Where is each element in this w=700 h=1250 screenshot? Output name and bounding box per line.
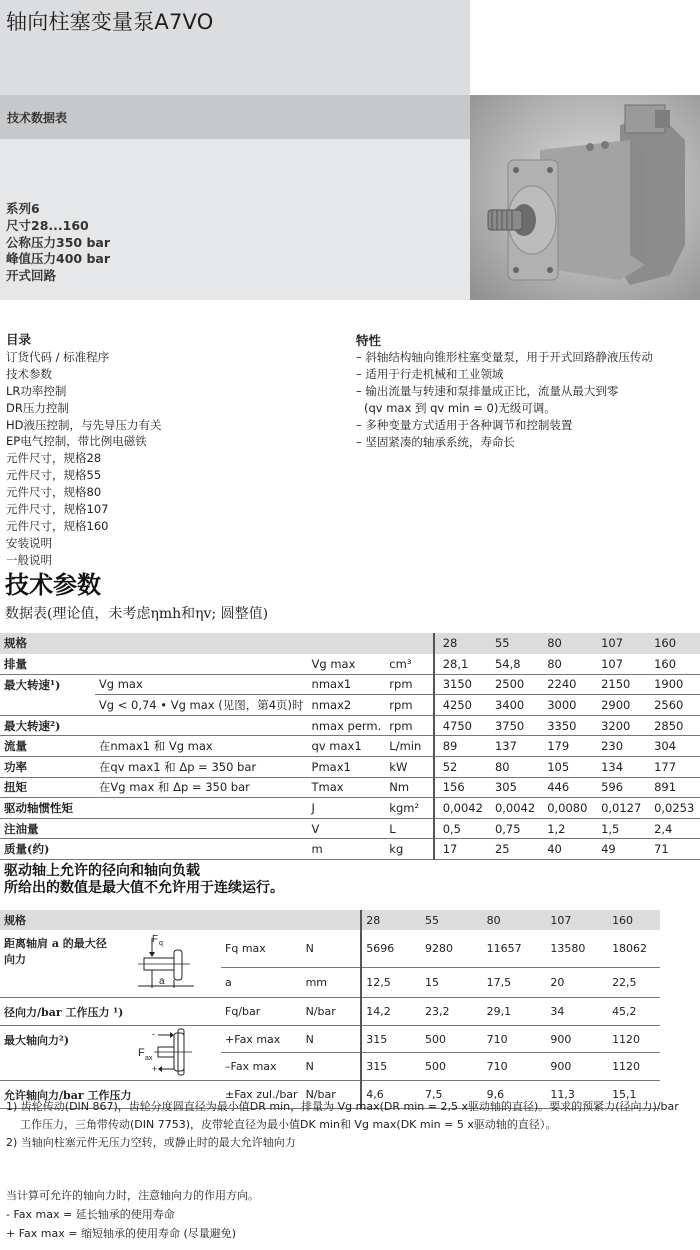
- row-unit: N: [302, 1026, 362, 1053]
- table-row: [0, 818, 700, 839]
- row-label: 排量: [0, 654, 95, 675]
- cell: 3200: [593, 715, 646, 736]
- cell: 0,0042: [487, 798, 539, 819]
- cell: 18062: [608, 930, 660, 968]
- row-unit: kg: [385, 839, 433, 860]
- row-condition: Vg < 0,74 • Vg max (见图，第4页)时: [95, 695, 308, 716]
- row-unit: rpm: [385, 674, 433, 695]
- row-label: 功率: [0, 757, 95, 778]
- toc-item[interactable]: 一般说明: [6, 552, 52, 567]
- cell: 305: [487, 777, 539, 798]
- title-area: [0, 0, 470, 95]
- cell: 4250: [434, 695, 487, 716]
- cell: 80: [539, 654, 593, 675]
- datasheet-band: [0, 95, 470, 139]
- cell: 596: [593, 777, 646, 798]
- cell: 1120: [608, 1026, 660, 1053]
- cell: 29,1: [483, 998, 547, 1026]
- toc-item[interactable]: 技术参数: [6, 366, 52, 381]
- row-unit: kgm²: [385, 798, 433, 819]
- section-subtitle: 数据表(理论值，未考虑ηmh和ηv; 圆整值): [5, 606, 269, 622]
- cell: 49: [593, 839, 646, 860]
- cell: 45,2: [608, 998, 660, 1026]
- cell: 80: [487, 757, 539, 778]
- spec-peak-pressure: 峰值压力400 bar: [6, 251, 110, 267]
- row-symbol: nmax1: [308, 674, 386, 695]
- cell: 446: [539, 777, 593, 798]
- row-label: 距离轴肩 a 的最大径向力: [0, 930, 117, 998]
- row-label: 注油量: [0, 818, 95, 839]
- feature-item-continuation: (qv max 到 qv min = 0)无级可调。: [364, 401, 556, 415]
- cell: 7,5: [421, 1081, 483, 1109]
- size-28: 28: [434, 633, 487, 654]
- toc-item[interactable]: 元件尺寸，规格55: [6, 468, 102, 483]
- table-row: [0, 998, 660, 1026]
- technical-data-table: [0, 633, 700, 860]
- note-intro: 当计算可允许的轴向力时，注意轴向力的作用方向。: [6, 1189, 259, 1202]
- cell: 107: [593, 654, 646, 675]
- toc-item[interactable]: DR压力控制: [6, 400, 69, 415]
- feature-item: – 坚固紧凑的轴承系统，寿命长: [356, 435, 515, 449]
- cell: 500: [421, 1053, 483, 1081]
- row-label: 驱动轴惯性矩: [0, 798, 95, 819]
- radial-force-diagram: [117, 930, 221, 998]
- svg-text:+: +: [152, 1063, 158, 1074]
- row-unit: L/min: [385, 736, 433, 757]
- cell: 9,6: [483, 1081, 547, 1109]
- table-row: [0, 777, 700, 798]
- cell: 105: [539, 757, 593, 778]
- svg-text:F: F: [138, 1046, 145, 1059]
- row-unit: kW: [385, 757, 433, 778]
- cell: 0,0127: [593, 798, 646, 819]
- row-unit: Nm: [385, 777, 433, 798]
- cell: 34: [546, 998, 608, 1026]
- spec-sizes: 尺寸28...160: [6, 217, 89, 233]
- size-80: 80: [483, 910, 547, 930]
- row-unit: L: [385, 818, 433, 839]
- feature-item: – 适用于行走机械和工业领域: [356, 367, 504, 381]
- cell: 230: [593, 736, 646, 757]
- cell: 17,5: [483, 968, 547, 998]
- row-symbol: nmax perm.: [308, 715, 386, 736]
- cell: 1,5: [593, 818, 646, 839]
- cell: 40: [539, 839, 593, 860]
- size-160: 160: [646, 633, 700, 654]
- table-row: [0, 798, 700, 819]
- row-unit: cm³: [385, 654, 433, 675]
- toc-item[interactable]: LR功率控制: [6, 383, 67, 398]
- cell: 156: [434, 777, 487, 798]
- row-label: 径向力/bar 工作压力 ¹): [0, 998, 221, 1026]
- cell: 0,75: [487, 818, 539, 839]
- table-row: [0, 736, 700, 757]
- row-symbol: ±Fax zul./bar: [221, 1081, 302, 1109]
- row-label: 扭矩: [0, 777, 95, 798]
- cell: 3400: [487, 695, 539, 716]
- cell: 1,2: [539, 818, 593, 839]
- cell: 177: [646, 757, 700, 778]
- cell: 17: [434, 839, 487, 860]
- spec-list: [6, 201, 110, 285]
- document-title: 轴向柱塞变量泵A7VO: [6, 10, 214, 34]
- cell: 13580: [546, 930, 608, 968]
- cell: 11,3: [546, 1081, 608, 1109]
- table-row: [0, 1026, 660, 1053]
- row-condition: 在nmax1 和 Vg max: [95, 736, 308, 757]
- row-condition: 在Vg max 和 Δp = 350 bar: [95, 777, 308, 798]
- cell: 54,8: [487, 654, 539, 675]
- cell: 315: [361, 1026, 421, 1053]
- svg-text:a: a: [159, 976, 165, 987]
- cell: 52: [434, 757, 487, 778]
- toc-item[interactable]: 元件尺寸，规格107: [6, 502, 109, 517]
- cell: 2150: [593, 674, 646, 695]
- cell: 137: [487, 736, 539, 757]
- row-symbol: qv max1: [308, 736, 386, 757]
- footnote-2: 2) 当轴向柱塞元件无压力空转，或静止时的最大允许轴向力: [6, 1136, 296, 1149]
- cell: 2,4: [646, 818, 700, 839]
- svg-text:-: -: [152, 1028, 156, 1039]
- cell: 0,0080: [539, 798, 593, 819]
- row-unit: N: [302, 930, 362, 968]
- row-unit: N/bar: [302, 998, 362, 1026]
- shaft-loads-subheading: 所给出的数值是最大值不允许用于连续运行。: [4, 880, 284, 896]
- shaft-load-table: [0, 910, 660, 1109]
- toc-item[interactable]: 元件尺寸，规格28: [6, 451, 102, 466]
- toc-item[interactable]: HD液压控制，与先导压力有关: [6, 417, 162, 432]
- table-header-row: [0, 633, 700, 654]
- axial-force-diagram-icon: [134, 1027, 204, 1077]
- row-symbol: a: [221, 968, 302, 998]
- cell: 5696: [361, 930, 421, 968]
- product-photo: [470, 95, 700, 300]
- row-label: 最大转速¹): [4, 677, 61, 692]
- svg-text:ax: ax: [145, 1054, 153, 1062]
- cell: 3000: [539, 695, 593, 716]
- cell: 2900: [593, 695, 646, 716]
- toc-item[interactable]: 元件尺寸，规格160: [6, 518, 109, 533]
- cell: 0,0042: [434, 798, 487, 819]
- note-plus-fax: + Fax max = 缩短轴承的使用寿命 (尽量避免): [6, 1227, 237, 1240]
- cell: 15: [421, 968, 483, 998]
- cell: 710: [483, 1053, 547, 1081]
- row-condition: [95, 839, 308, 860]
- cell: 4750: [434, 715, 487, 736]
- row-unit: mm: [302, 968, 362, 998]
- size-107: 107: [593, 633, 646, 654]
- spec-circuit: 开式回路: [6, 268, 57, 284]
- table-row: [0, 654, 700, 675]
- feature-item: – 多种变量方式适用于各种调节和控制装置: [356, 418, 573, 432]
- size-55: 55: [421, 910, 483, 930]
- row-label: 质量(约): [0, 839, 95, 860]
- spec-series: 系列6: [6, 201, 40, 216]
- radial-force-diagram-icon: [134, 930, 204, 994]
- row-label: [0, 695, 95, 716]
- row-symbol: Fq max: [221, 930, 302, 968]
- cell: 89: [434, 736, 487, 757]
- row-condition: 在qv max1 和 Δp = 350 bar: [95, 757, 308, 778]
- header-label: 规格: [0, 633, 434, 654]
- cell: 1900: [646, 674, 700, 695]
- row-symbol: Fq/bar: [221, 998, 302, 1026]
- size-80: 80: [539, 633, 593, 654]
- table-row: [0, 757, 700, 778]
- cell: 891: [646, 777, 700, 798]
- row-unit: N: [302, 1053, 362, 1081]
- toc-item[interactable]: EP电气控制，带比例电磁铁: [6, 434, 147, 449]
- table-of-contents: [6, 332, 162, 569]
- row-symbol: Vg max: [308, 654, 386, 675]
- row-label: 允许轴向力/bar 工作压力: [0, 1081, 221, 1109]
- cell: 0,0253: [646, 798, 700, 819]
- cell: 2560: [646, 695, 700, 716]
- axial-force-notes: [6, 1186, 259, 1243]
- row-unit: N/bar: [302, 1081, 362, 1109]
- pump-illustration-icon: [470, 95, 700, 300]
- row-symbol: –Fax max: [221, 1053, 302, 1081]
- cell: 71: [646, 839, 700, 860]
- cell: 4,6: [361, 1081, 421, 1109]
- row-symbol: V: [308, 818, 386, 839]
- cell: 0,5: [434, 818, 487, 839]
- cell: 11657: [483, 930, 547, 968]
- cell: 12,5: [361, 968, 421, 998]
- cell: 2500: [487, 674, 539, 695]
- row-label: 流量: [0, 736, 95, 757]
- row-symbol: nmax2: [308, 695, 386, 716]
- cell: 179: [539, 736, 593, 757]
- row-unit: rpm: [385, 715, 433, 736]
- cell: 2850: [646, 715, 700, 736]
- row-condition: Vg max: [95, 674, 308, 695]
- table-row: [0, 715, 700, 736]
- footnotes: [6, 1098, 700, 1152]
- toc-item[interactable]: 元件尺寸，规格80: [6, 485, 102, 500]
- note-minus-fax: - Fax max = 延长轴承的使用寿命: [6, 1208, 175, 1221]
- row-condition: [95, 798, 308, 819]
- cell: 15,1: [608, 1081, 660, 1109]
- table-row: [0, 674, 700, 695]
- table-row: [0, 839, 700, 860]
- cell: 14,2: [361, 998, 421, 1026]
- cell: 22,5: [608, 968, 660, 998]
- row-label: 最大轴向力²): [0, 1026, 117, 1081]
- footnote-1: 1) 齿轮传动(DIN 867)，齿轮分度圆直径为最小值DR min，排量为 Vg max(DR min = 2,5 x驱动轴的直径)。要求的预紧力(径向力)/bar: [6, 1100, 679, 1113]
- row-symbol: +Fax max: [221, 1026, 302, 1053]
- feature-item: – 斜轴结构轴向锥形柱塞变量泵，用于开式回路静液压传动: [356, 350, 653, 364]
- row-symbol: Tmax: [308, 777, 386, 798]
- cell: 28,1: [434, 654, 487, 675]
- row-symbol: m: [308, 839, 386, 860]
- cell: 315: [361, 1053, 421, 1081]
- svg-text:q: q: [159, 940, 164, 947]
- feature-item: – 输出流量与转速和泵排量成正比，流量从最大到零: [356, 384, 619, 398]
- cell: 3350: [539, 715, 593, 736]
- spec-nominal-pressure: 公称压力350 bar: [6, 234, 110, 250]
- cell: 900: [546, 1053, 608, 1081]
- row-condition: [95, 715, 308, 736]
- row-unit: rpm: [385, 695, 433, 716]
- shaft-loads-title: [4, 863, 284, 897]
- table-row: [0, 930, 660, 968]
- size-107: 107: [546, 910, 608, 930]
- row-symbol: J: [308, 798, 386, 819]
- cell: 134: [593, 757, 646, 778]
- row-condition: [95, 818, 308, 839]
- cell: 25: [487, 839, 539, 860]
- toc-item[interactable]: 安装说明: [6, 535, 52, 550]
- cell: 3750: [487, 715, 539, 736]
- size-55: 55: [487, 633, 539, 654]
- cell: 710: [483, 1026, 547, 1053]
- cell: 160: [646, 654, 700, 675]
- table-row: [0, 695, 700, 716]
- cell: 900: [546, 1026, 608, 1053]
- cell: 2240: [539, 674, 593, 695]
- shaft-loads-heading: 驱动轴上允许的径向和轴向负载: [4, 863, 200, 879]
- footnote-1-continuation: 工作压力，三角带传动(DIN 7753)，皮带轮直径为最小值DK min和 Vg max(DK min = 5 x驱动轴的直径）。: [20, 1118, 557, 1131]
- cell: 23,2: [421, 998, 483, 1026]
- table-header-row: [0, 910, 660, 930]
- datasheet-label: 技术数据表: [7, 111, 68, 125]
- toc-item[interactable]: 订货代码 / 标准程序: [6, 349, 110, 364]
- features-heading: 特性: [356, 333, 382, 348]
- features-list: [356, 332, 696, 451]
- cell: 3150: [434, 674, 487, 695]
- cell: 1120: [608, 1053, 660, 1081]
- svg-text:F: F: [152, 934, 159, 945]
- toc-heading: 目录: [6, 332, 32, 347]
- section-title: 技术参数: [5, 571, 101, 599]
- header-label: 规格: [0, 910, 361, 930]
- size-160: 160: [608, 910, 660, 930]
- size-28: 28: [361, 910, 421, 930]
- cell: 9280: [421, 930, 483, 968]
- cell: 500: [421, 1026, 483, 1053]
- row-symbol: Pmax1: [308, 757, 386, 778]
- cell: 304: [646, 736, 700, 757]
- row-condition: [95, 654, 308, 675]
- cell: 20: [546, 968, 608, 998]
- axial-force-diagram: [117, 1026, 221, 1081]
- row-label: 最大转速²): [0, 715, 95, 736]
